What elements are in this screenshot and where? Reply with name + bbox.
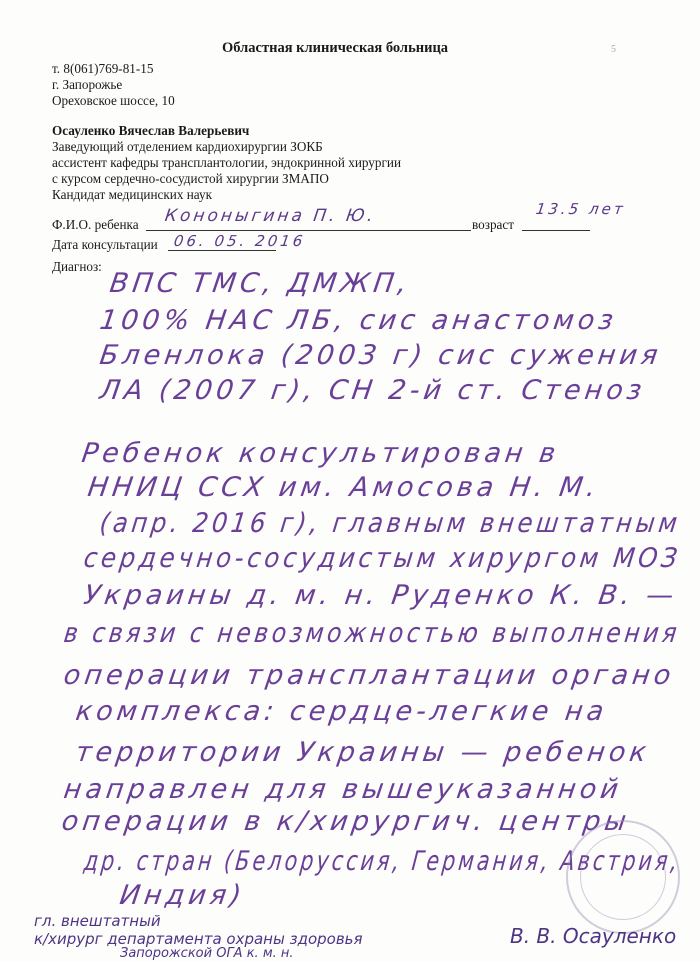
contact-phone: т. 8(061)769-81-15 xyxy=(52,61,154,76)
doctor-signature: В. В. Осауленко xyxy=(510,924,677,948)
age-underline xyxy=(522,230,590,231)
hospital-title: Областная клиническая больница xyxy=(222,40,449,56)
diag-line: операции в к/хирургич. центры xyxy=(59,806,633,837)
date-underline xyxy=(168,250,276,251)
diag-line: 100% НАС ЛБ, сис анастомоз xyxy=(97,305,620,336)
age-value: 13.5 лет xyxy=(534,200,627,218)
date-value: 06. 05. 2016 xyxy=(172,232,307,250)
doctor-line-4: Кандидат медицинских наук xyxy=(52,187,212,202)
signature-line-1: гл. внештатный xyxy=(34,912,161,930)
diag-line: территории Украины — ребенок xyxy=(73,737,653,768)
diag-line: в связи с невозможностью выполнения xyxy=(62,618,682,649)
doctor-name: Осауленко Вячеслав Валерьевич xyxy=(52,123,250,138)
diag-line: (апр. 2016 г), главным внештатным xyxy=(98,508,683,539)
diag-line: др. стран (Белоруссия, Германия, Австрия, xyxy=(82,846,682,877)
diag-line: ННИЦ ССХ им. Амосова Н. М. xyxy=(85,472,602,503)
patient-underline xyxy=(146,230,471,231)
patient-label: Ф.И.О. ребенка xyxy=(52,217,139,232)
diag-line: сердечно-сосудистым хирургом МОЗ xyxy=(82,543,683,574)
diag-line: ВПС ТМС, ДМЖП, xyxy=(107,268,413,299)
age-label: возраст xyxy=(472,217,515,232)
round-stamp xyxy=(566,820,680,934)
contact-block xyxy=(52,61,175,109)
signature-line-3: Запорожской ОГА к. м. н. xyxy=(120,946,294,961)
doctor-line-1: Заведующий отделением кардиохирургии ЗОКБ xyxy=(52,139,323,154)
diag-line: операции трансплантации органо xyxy=(61,660,677,691)
contact-address: Ореховское шоссе, 10 xyxy=(52,93,175,108)
doctor-line-2: ассистент кафедры трансплантологии, эндокринной хирургии xyxy=(52,155,402,170)
patient-value: Кононыгина П. Ю. xyxy=(163,206,378,226)
diag-line: Бленлока (2003 г) сис сужения xyxy=(97,340,664,371)
doctor-block xyxy=(52,123,401,203)
signature-line-2: к/хирург департамента охраны здоровья xyxy=(34,930,363,948)
page-speck: 5 xyxy=(611,44,616,55)
diag-line: комплекса: сердце-легкие на xyxy=(73,696,610,727)
contact-city: г. Запорожье xyxy=(52,77,123,92)
diag-line: Индия) xyxy=(117,880,248,911)
diag-line: Украины д. м. н. Руденко К. В. — xyxy=(81,580,680,611)
doctor-line-3: с курсом сердечно-сосудистой хирургии ЗМАПО xyxy=(52,171,329,186)
diag-line: направлен для вышеуказанной xyxy=(61,774,625,805)
diagnosis-label: Диагноз: xyxy=(52,259,102,274)
date-label: Дата консультации xyxy=(52,237,158,252)
diag-line: Ребенок консультирован в xyxy=(79,438,562,469)
diag-line: ЛА (2007 г), СН 2-й ст. Стеноз xyxy=(97,375,648,406)
